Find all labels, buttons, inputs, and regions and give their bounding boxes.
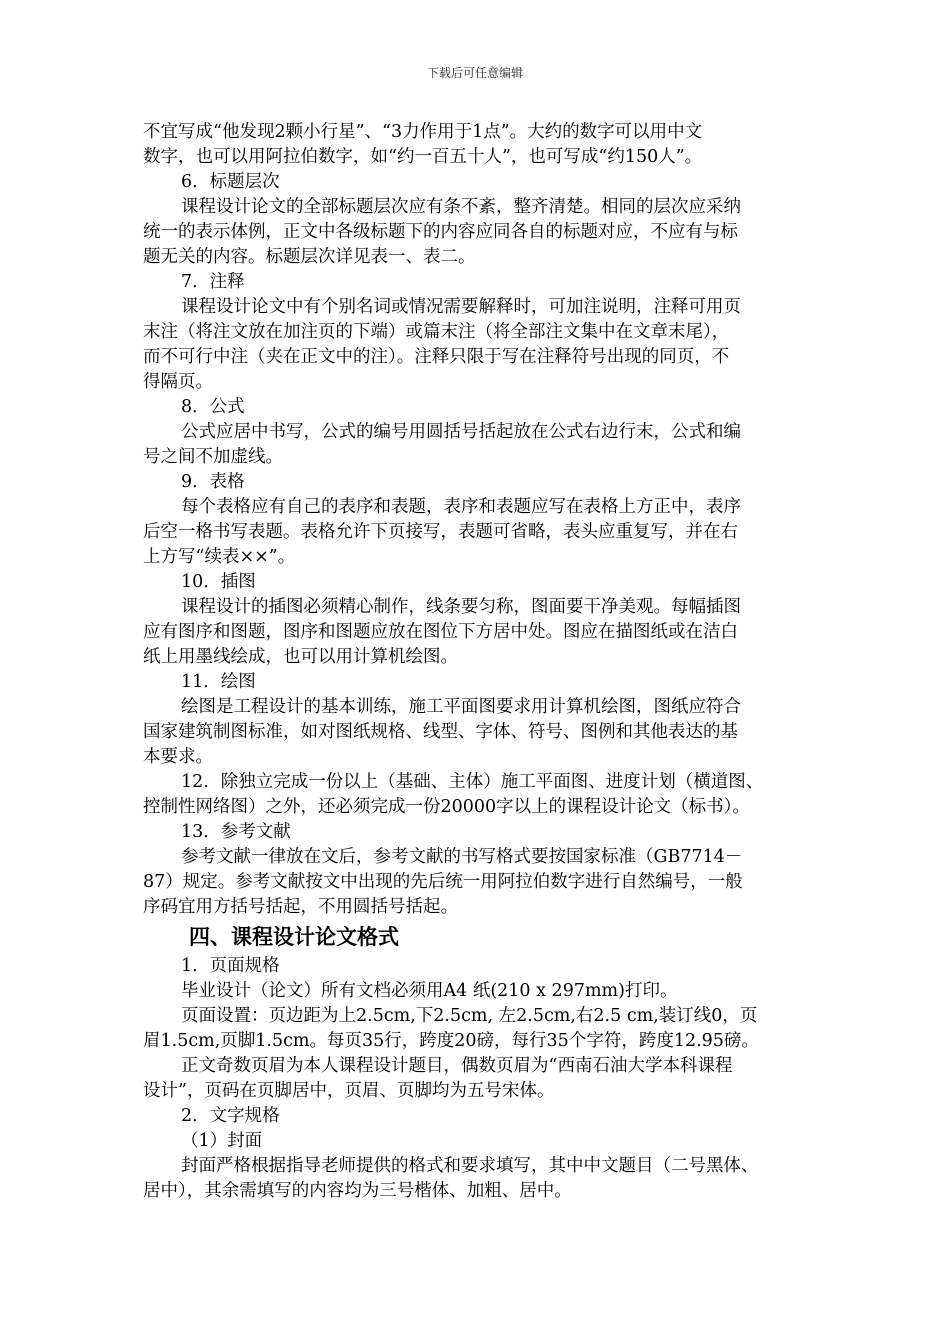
paragraph-line: 数字，也可以用阿拉伯数字，如“约一百五十人”，也可写成“约150人”。 — [143, 147, 703, 167]
paragraph-line: 7．注释 — [181, 272, 245, 292]
page-header: 下载后可任意编辑 — [426, 66, 523, 80]
paragraph-line: 号之间不加虚线。 — [143, 447, 283, 467]
paragraph-line: 6．标题层次 — [181, 172, 280, 192]
paragraph-line: 设计”，页码在页脚居中，页眉、页脚均为五号宋体。 — [143, 1081, 555, 1101]
paragraph-line: 而不可行中注（夹在正文中的注）。注释只限于写在注释符号出现的同页，不 — [143, 347, 730, 367]
paragraph-line: 后空一格书写表题。表格允许下页接写，表题可省略，表头应重复写，并在右 — [143, 522, 738, 542]
paragraph-line: 得隔页。 — [143, 372, 213, 392]
paragraph-line: 控制性网络图）之外，还必须完成一份20000字以上的课程设计论文（标书）。 — [143, 797, 750, 817]
section-heading: 四、课程设计论文格式 — [189, 924, 399, 949]
paragraph-line: 纸上用墨线绘成，也可以用计算机绘图。 — [143, 647, 458, 667]
paragraph-line: 绘图是工程设计的基本训练，施工平面图要求用计算机绘图，图纸应符合 — [181, 697, 741, 717]
paragraph-line: 正文奇数页眉为本人课程设计题目，偶数页眉为“西南石油大学本科课程 — [181, 1056, 733, 1076]
paragraph-line: 国家建筑制图标准，如对图纸规格、线型、字体、符号、图例和其他表达的基 — [143, 722, 738, 742]
paragraph-line: 12．除独立完成一份以上（基础、主体）施工平面图、进度计划（横道图、 — [181, 772, 764, 792]
paragraph-line: 课程设计论文中有个别名词或情况需要解释时，可加注说明，注释可用页 — [181, 297, 741, 317]
paragraph-line: 统一的表示体例，正文中各级标题下的内容应同各自的标题对应，不应有与标 — [143, 222, 738, 242]
paragraph-line: 毕业设计（论文）所有文档必须用A4 纸(210 x 297mm)打印。 — [181, 981, 678, 1001]
paragraph-line: 课程设计论文的全部标题层次应有条不紊，整齐清楚。相同的层次应采纳 — [181, 197, 741, 217]
paragraph-line: 8．公式 — [181, 397, 245, 417]
paragraph-line: 应有图序和图题，图序和图题应放在图位下方居中处。图应在描图纸或在洁白 — [143, 622, 738, 642]
paragraph-line: 封面严格根据指导老师提供的格式和要求填写，其中中文题目（二号黑体、 — [181, 1156, 759, 1176]
paragraph-line: 本要求。 — [143, 747, 213, 767]
paragraph-line: 课程设计的插图必须精心制作，线条要匀称，图面要干净美观。每幅插图 — [181, 597, 741, 617]
paragraph-line: 不宜写成“他发现2颗小行星”、“3力作用于1点”。大约的数字可以用中文 — [143, 122, 703, 142]
paragraph-line: 公式应居中书写，公式的编号用圆括号括起放在公式右边行末，公式和编 — [181, 422, 741, 442]
paragraph-line: 1．页面规格 — [181, 956, 280, 976]
paragraph-line: 序码宜用方括号括起，不用圆括号括起。 — [143, 897, 458, 917]
document-body — [143, 120, 811, 1204]
paragraph-line: 2．文字规格 — [181, 1106, 280, 1126]
paragraph-line: 10．插图 — [181, 572, 256, 592]
paragraph-line: 居中），其余需填写的内容均为三号楷体、加粗、居中。 — [143, 1181, 572, 1201]
paragraph-line: 末注（将注文放在加注页的下端）或篇末注（将全部注文集中在文章末尾）， — [143, 322, 730, 342]
paragraph-line: 上方写“续表××”。 — [143, 547, 296, 567]
paragraph-line: 页面设置：页边距为上2.5cm,下2.5cm, 左2.5cm,右2.5 cm,装订线0，页 — [181, 1006, 758, 1026]
paragraph-line: 每个表格应有自己的表序和表题，表序和表题应写在表格上方正中，表序 — [181, 497, 741, 517]
paragraph-line: 13．参考文献 — [181, 822, 291, 842]
paragraph-line: 11．绘图 — [181, 672, 256, 692]
paragraph-line: 87）规定。参考文献按文中出现的先后统一用阿拉伯数字进行自然编号，一般 — [143, 872, 743, 892]
paragraph-line: 题无关的内容。标题层次详见表一、表二。 — [143, 247, 476, 267]
paragraph-line: 眉1.5cm,页脚1.5cm。每页35行，跨度20磅，每行35个字符，跨度12.95磅。 — [143, 1031, 759, 1051]
paragraph-line: （1）封面 — [181, 1131, 263, 1151]
paragraph-line: 9．表格 — [181, 472, 245, 492]
paragraph-line: 参考文献一律放在文后，参考文献的书写格式要按国家标准（GB7714－ — [181, 847, 743, 867]
